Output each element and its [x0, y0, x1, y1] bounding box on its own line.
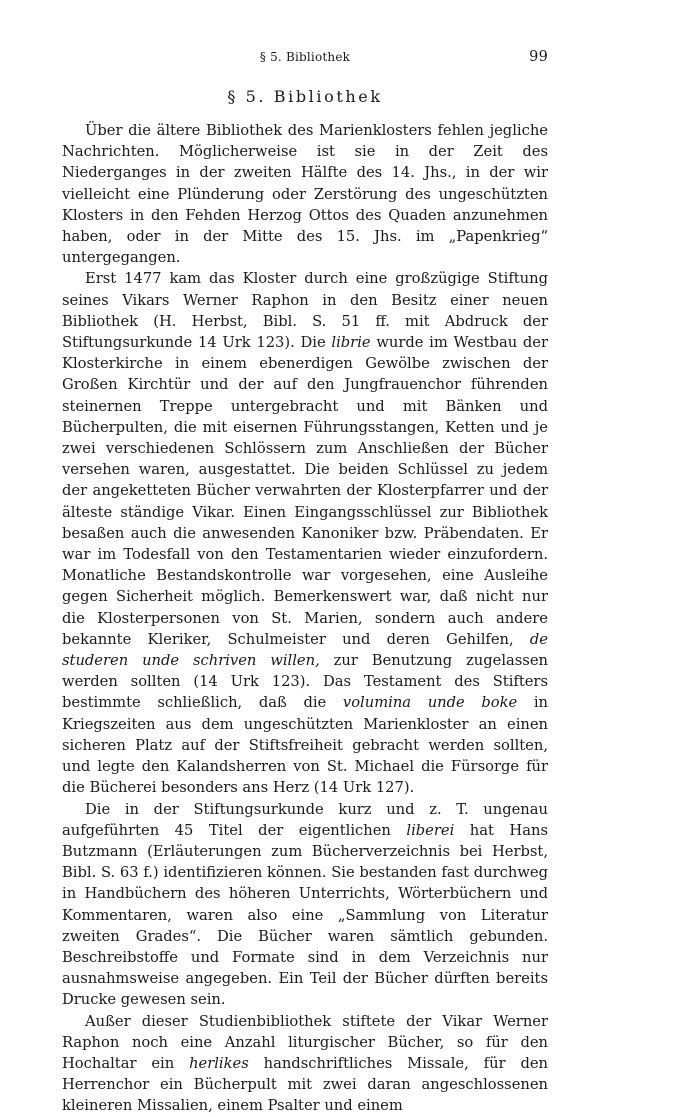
italic-quote: de studeren unde schriven willen, [62, 630, 548, 670]
paragraph-text: Über die ältere Bibliothek des Marienklosters fehlen jegliche Nachrichten. Möglicherweise ist sie in der Zeit des Niederganges in der zweiten Hälfte des 14. Jhs., in der wir vielleicht eine Plünderung oder Zerstörung des ungeschützten Klosters in den Fehden Herzog Ottos des Quaden anzunehmen haben, oder in der Mitte des 15. Jhs. im „Papenkrieg“ untergegangen. [62, 122, 548, 267]
running-title: § 5. Bibliothek [259, 50, 351, 64]
paragraph-2 [62, 268, 548, 798]
paragraph-4 [62, 1011, 548, 1117]
body-text [62, 120, 548, 1117]
paragraph-text: handschriftliches Missale, für den Herrenchor ein Bücherpult mit zwei daran angeschlossenen kleineren Missalien, einem Psalter und einem [62, 1054, 548, 1115]
paragraph-text: Erst 1477 kam das Kloster durch eine großzügige Stiftung seines Vikars Werner Raphon in den Besitz einer neuen Bibliothek (H. Herbst, Bibl. S. 51 ff. mit Abdruck der Stiftungsurkunde 14 Urk 123). Die [62, 270, 548, 352]
italic-term: librie [331, 334, 371, 352]
paragraph-3 [62, 799, 548, 1011]
italic-term: liberei [406, 821, 455, 839]
paragraph-text: Außer dieser Studienbibliothek stiftete der Vikar Werner Raphon noch eine Anzahl liturgischer Bücher, so für den Hochaltar ein [62, 1012, 548, 1072]
paragraph-text: wurde im Westbau der Klosterkirche in einem ebenerdigen Gewölbe zwischen der Großen Kirchtür und der auf den Jungfrauenchor führenden steinernen Treppe untergebracht und mit Bänken und Bücherpulten, die mit eisernen Führungsstangen, Ketten und je zwei verschiedenen Schlössern zum Anschließen der Bücher versehen waren, ausgestattet. Die beiden Schlüssel zu jedem der angeketteten Bücher verwahrten der Klosterpfarrer und der älteste ständige Vikar. Einen Eingangsschlüssel zur Bibliothek besaßen auch die anwesenden Kanoniker bzw. Präbendaten. Er war im Todesfall von den Testamentarien wieder einzufordern. Monatliche Bestandskontrolle war vorgesehen, eine Ausleihe gegen Sicherheit möglich. Bemerkenswert war, daß nicht nur die Klosterpersonen von St. Marien, sondern auch andere bekannte Kleriker, Schulmeister und deren Gehilfen, [62, 334, 548, 648]
paragraph-text: zur Benutzung zugelassen werden sollten (14 Urk 123). Das Testament des Stifters bestimmte schließlich, daß die [62, 652, 548, 712]
paragraph-text: Die in der Stiftungsurkunde kurz und z. T. ungenau aufgeführten 45 Titel der eigentlichen [62, 800, 548, 839]
paragraph-1 [62, 120, 548, 268]
italic-term: volumina unde boke [342, 694, 518, 712]
paragraph-text: in Kriegszeiten aus dem ungeschützten Marienkloster an einen sicheren Platz auf der Stiftsfreiheit gebracht werden sollten, und legte den Kalandsherren von St. Michael die Fürsorge für die Bücherei besonders ans Herz (14 Urk 127). [62, 694, 548, 797]
page-number: 99 [529, 49, 548, 65]
paragraph-text: hat Hans Butzmann (Erläuterungen zum Bücherverzeichnis bei Herbst, Bibl. S. 63 f.) identifizieren können. Sie bestanden fast durchweg in Handbüchern des höheren Unterrichts, Wörterbüchern und Kommentaren, waren also eine „Sammlung von Literatur zweiten Grades“. Die Bücher waren sämtlich gebunden. Beschreibstoffe und Formate sind in dem Verzeichnis nur ausnahmsweise angegeben. Ein Teil der Bücher dürften bereits Drucke gewesen sein. [62, 821, 548, 1009]
running-head [62, 50, 548, 70]
section-heading: § 5. Bibliothek [227, 87, 383, 106]
italic-term: herlikes [189, 1054, 249, 1072]
